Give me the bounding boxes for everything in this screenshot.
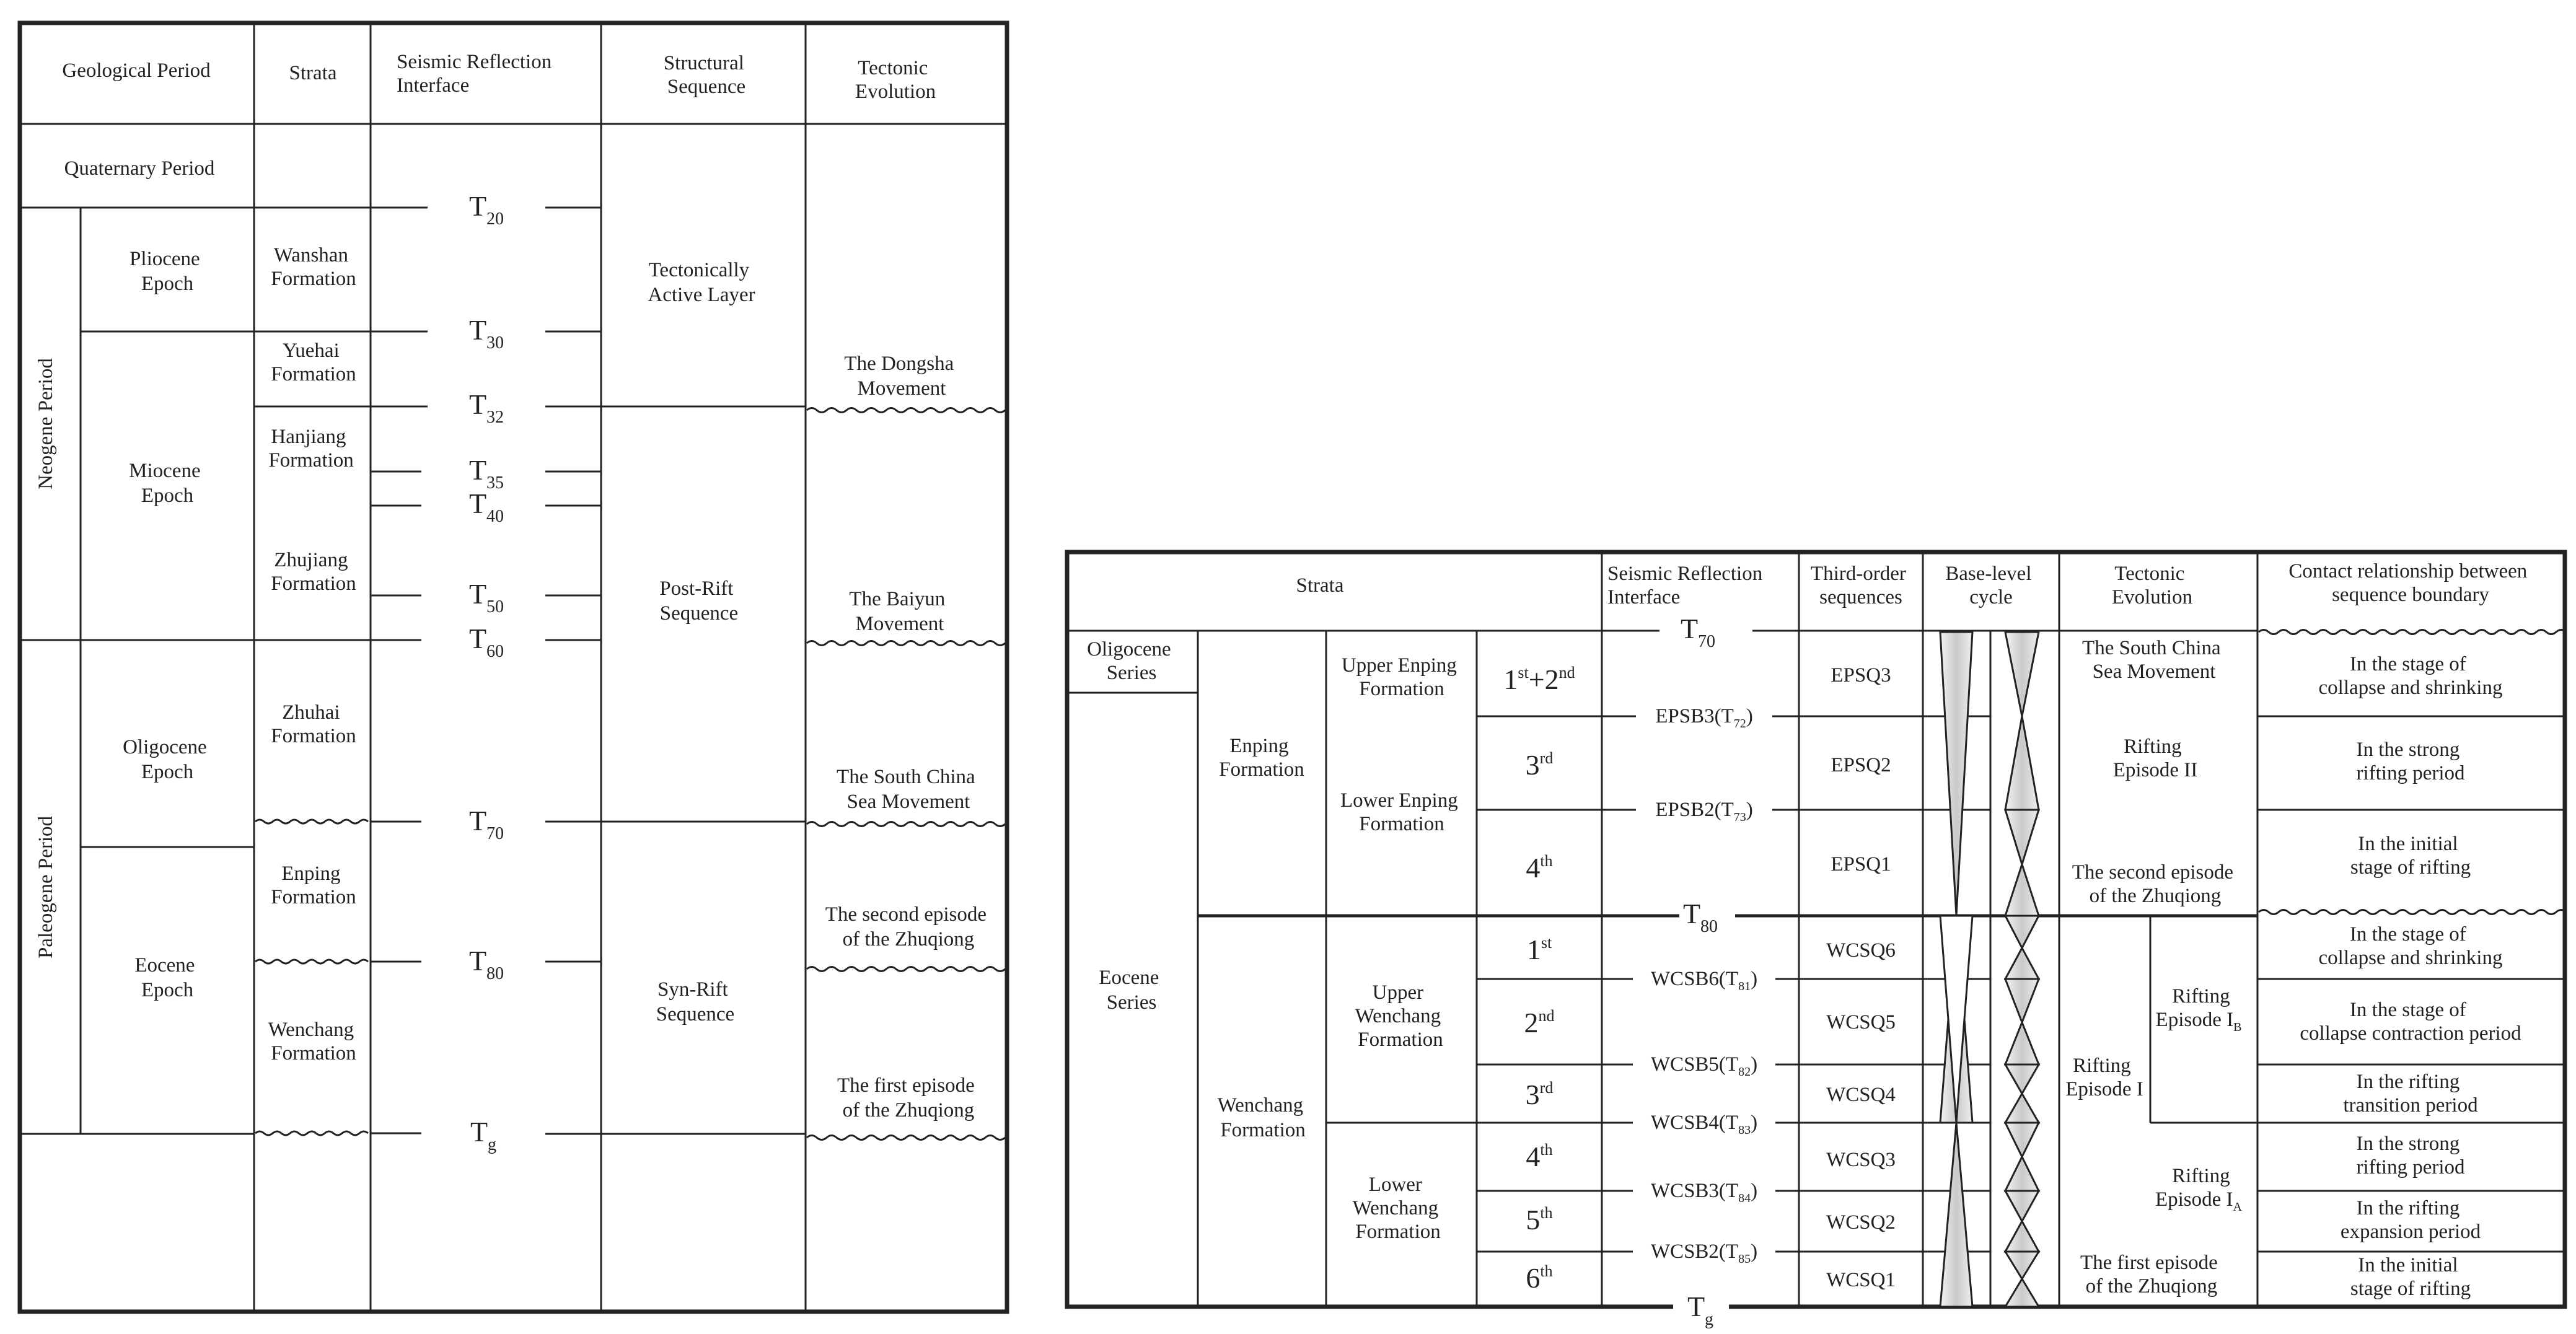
contact-row-6: In the rifting transition period xyxy=(2343,1071,2478,1117)
contact-row-9: In the initial stage of rifting xyxy=(2350,1254,2471,1300)
enping-formation-right: Enping Formation xyxy=(1219,735,1304,781)
ordinal-1st-2nd: 1st+2nd xyxy=(1503,664,1575,695)
contact-row-3: In the initial stage of rifting xyxy=(2350,833,2471,879)
tectonic-second-episode-right: The second episode of the Zhuqiong xyxy=(2072,861,2233,907)
left-table-text xyxy=(35,51,991,1154)
contact-row-2: In the strong rifting period xyxy=(2356,739,2465,784)
ordinal-6th-wenchang: 6th xyxy=(1526,1262,1553,1294)
sequence-wcsq6: WCSQ6 xyxy=(1826,939,1896,962)
contact-row-7: In the strong rifting period xyxy=(2356,1133,2465,1178)
interface-t80-right: $T_{80}$ xyxy=(1682,898,1718,936)
header-contact-relationship: Contact relationship between sequence boundary xyxy=(2288,560,2528,606)
interface-t50: $T_{50}$ xyxy=(468,578,504,617)
tectonic-rifting-episode-2: Rifting Episode II xyxy=(2112,735,2198,781)
sequence-wcsq2: WCSQ2 xyxy=(1826,1211,1896,1234)
interface-t32: $T_{32}$ xyxy=(468,388,504,427)
header-tectonic-evolution-right: Tectonic Evolution xyxy=(2111,563,2193,608)
eocene-epoch: Eocene Epoch xyxy=(134,954,195,1001)
header-base-level-cycle: Base-level cycle xyxy=(1945,563,2032,608)
zhuhai-formation: Zhuhai Formation xyxy=(271,701,356,747)
tectonic-first-episode-right: The first episode of the Zhuqiong xyxy=(2080,1252,2218,1297)
interface-wcsb5: $WCSB5(T_{82})$ xyxy=(1650,1053,1758,1079)
upper-wenchang-formation: Upper Wenchang Formation xyxy=(1355,981,1443,1051)
tectonic-south-china-sea: The South China Sea Movement xyxy=(837,766,975,813)
header-strata-right: Strata xyxy=(1296,574,1344,597)
zhujiang-formation: Zhujiang Formation xyxy=(271,549,356,595)
contact-row-8: In the rifting expansion period xyxy=(2340,1197,2481,1243)
sequence-epsq3: EPSQ3 xyxy=(1831,664,1891,687)
sequence-syn-rift: Syn-Rift Sequence xyxy=(656,978,735,1025)
ordinal-4th-wenchang: 4th xyxy=(1526,1141,1553,1172)
tectonic-second-episode: The second episode of the Zhuqiong xyxy=(825,903,987,950)
interface-tg-right: $T_g$ xyxy=(1687,1291,1714,1329)
header-tectonic-evolution: Tectonic Evolution xyxy=(855,57,936,103)
ordinal-3rd-wenchang: 3rd xyxy=(1525,1079,1554,1110)
interface-wcsb6: $WCSB6(T_{81})$ xyxy=(1650,968,1758,993)
right-stratigraphic-table xyxy=(1067,552,2566,1307)
pliocene-epoch: Pliocene Epoch xyxy=(130,248,200,295)
oligocene-epoch: Oligocene Epoch xyxy=(123,736,207,783)
tectonic-rifting-episode-1a: Rifting Episode $I_A$ xyxy=(2155,1165,2243,1214)
sequence-tectonically-active: Tectonically Active Layer xyxy=(648,259,755,306)
right-table-text xyxy=(1087,560,2533,1329)
sequence-post-rift: Post-Rift Sequence xyxy=(659,577,739,625)
lower-wenchang-formation: Lower Wenchang Formation xyxy=(1352,1174,1441,1243)
interface-epsb2: $EPSB2(T_{73})$ xyxy=(1655,799,1753,824)
paleogene-period: Paleogene Period xyxy=(35,815,57,959)
hanjiang-formation: Hanjiang Formation xyxy=(268,426,354,472)
interface-wcsb2: $WCSB2(T_{85})$ xyxy=(1650,1240,1758,1266)
miocene-epoch: Miocene Epoch xyxy=(129,460,201,507)
ordinal-2nd-wenchang: 2nd xyxy=(1524,1007,1555,1038)
header-seismic-interface: Seismic Reflection Interface xyxy=(397,51,552,97)
upper-enping-formation: Upper Enping Formation xyxy=(1341,654,1457,700)
interface-t60: $T_{60}$ xyxy=(468,623,504,661)
header-third-order-sequences: Third-order sequences xyxy=(1810,563,1906,608)
sequence-wcsq5: WCSQ5 xyxy=(1826,1011,1896,1033)
interface-tg: $T_g$ xyxy=(470,1116,497,1154)
tectonic-dongsha: The Dongsha Movement xyxy=(844,353,954,400)
sequence-wcsq1: WCSQ1 xyxy=(1826,1269,1896,1291)
eocene-series: Eocene Series xyxy=(1099,967,1159,1014)
tectonic-first-episode: The first episode of the Zhuqiong xyxy=(837,1074,975,1121)
interface-t70: $T_{70}$ xyxy=(468,805,504,843)
ordinal-4th-enping: 4th xyxy=(1526,852,1553,884)
header-strata: Strata xyxy=(289,62,337,84)
contact-row-4: In the stage of collapse and shrinking xyxy=(2318,923,2503,969)
interface-wcsb3: $WCSB3(T_{84})$ xyxy=(1650,1180,1758,1205)
lower-enping-formation: Lower Enping Formation xyxy=(1340,789,1458,835)
interface-t20: $T_{20}$ xyxy=(468,190,504,229)
tectonic-south-china-sea-right: The South China Sea Movement xyxy=(2082,637,2221,683)
tectonic-rifting-episode-1: Rifting Episode I xyxy=(2065,1055,2143,1100)
sequence-wcsq3: WCSQ3 xyxy=(1826,1149,1896,1171)
contact-row-1: In the stage of collapse and shrinking xyxy=(2318,653,2503,699)
yuehai-formation: Yuehai Formation xyxy=(271,340,356,385)
ordinal-1st-wenchang: 1st xyxy=(1526,934,1552,965)
contact-row-5: In the stage of collapse contraction period xyxy=(2300,999,2521,1045)
header-structural-sequence: Structural Sequence xyxy=(663,52,746,98)
wanshan-formation: Wanshan Formation xyxy=(271,244,356,290)
ordinal-5th-wenchang: 5th xyxy=(1526,1204,1553,1235)
interface-t35: $T_{35}$ xyxy=(468,454,504,493)
header-seismic-interface-right: Seismic Reflection Interface xyxy=(1607,563,1763,608)
interface-t40: $T_{40}$ xyxy=(468,488,504,526)
tectonic-rifting-episode-1b: Rifting Episode $I_B$ xyxy=(2155,985,2242,1034)
interface-wcsb4: $WCSB4(T_{83})$ xyxy=(1650,1112,1758,1137)
sequence-wcsq4: WCSQ4 xyxy=(1826,1084,1896,1106)
oligocene-series: Oligocene Series xyxy=(1087,638,1171,684)
interface-t80: $T_{80}$ xyxy=(468,945,504,983)
ordinal-3rd-enping: 3rd xyxy=(1525,749,1554,781)
interface-t30: $T_{30}$ xyxy=(468,314,504,353)
wenchang-formation: Wenchang Formation xyxy=(268,1019,356,1064)
sequence-epsq2: EPSQ2 xyxy=(1831,754,1891,776)
enping-formation: Enping Formation xyxy=(271,862,356,908)
wenchang-formation-right: Wenchang Formation xyxy=(1217,1094,1306,1141)
interface-t70-right: $T_{70}$ xyxy=(1680,613,1716,651)
neogene-period: Neogene Period xyxy=(35,358,57,489)
header-geological-period: Geological Period xyxy=(62,59,211,82)
tectonic-baiyun: The Baiyun Movement xyxy=(849,588,946,635)
sequence-epsq1: EPSQ1 xyxy=(1831,853,1891,875)
interface-epsb3: $EPSB3(T_{72})$ xyxy=(1655,705,1753,731)
quaternary-period: Quaternary Period xyxy=(64,157,215,180)
